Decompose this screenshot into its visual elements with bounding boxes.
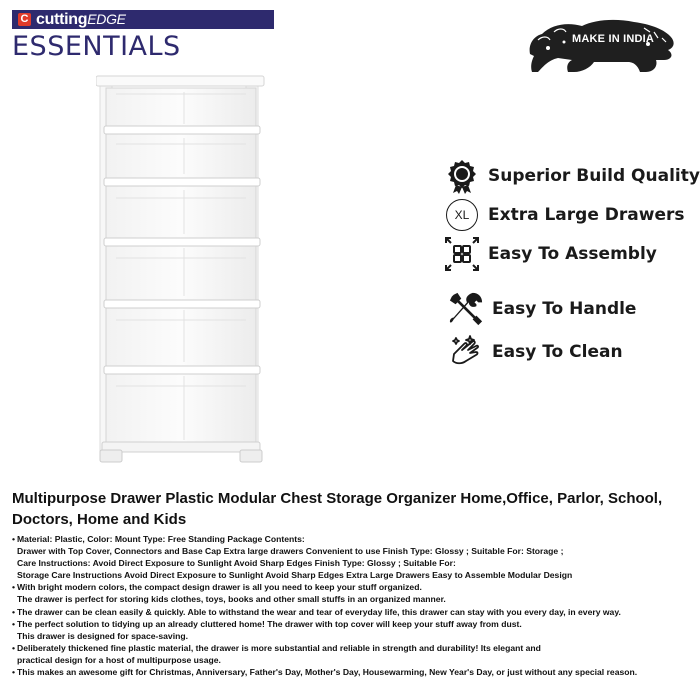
product-title: Multipurpose Drawer Plastic Modular Chest Storage Organizer Home,Office, Parlor, School, Doctors, Home and Kids <box>12 490 663 528</box>
tools-icon <box>448 291 484 327</box>
description-line: This drawer is designed for space-saving. <box>17 630 188 641</box>
description-line: • This makes an awesome gift for Christmas, Anniversary, Father's Day, Mother's Day, Housewarming, New Year's Day, or just without any special reason. <box>12 667 638 678</box>
feature-label: Superior Build Quality <box>488 166 700 186</box>
xl-icon-text: XL <box>446 199 478 231</box>
drawer-product-image <box>96 74 266 466</box>
brand-name-part1: cutting <box>36 11 88 28</box>
feature-label: Extra Large Drawers <box>488 205 685 225</box>
description-line: • Material: Plastic, Color: Mount Type: Free Standing Package Contents: <box>12 534 305 544</box>
description-line: • The perfect solution to tidying up an already cluttered home! The drawer with top cover will keep your stuff away from dust. <box>12 618 522 629</box>
clean-hand-icon <box>448 334 484 370</box>
feature-handle <box>448 291 636 327</box>
product-description <box>12 533 700 678</box>
description-line: Storage Care Instructions Avoid Direct Exposure to Sunlight Avoid Sharp Edges Extra Large Drawers Easy to Assemble Modular Design <box>17 570 573 581</box>
description-line: The drawer is perfect for storing kids clothes, toys, books and other small stuffs in an organized manner. <box>17 594 446 605</box>
brand-mark-icon: C <box>18 13 31 26</box>
description-line: Drawer with Top Cover, Connectors and Base Cap Extra large drawers Convenient to use Finish Type: Glossy ; Suitable For: Storage ; <box>17 546 564 557</box>
brand-name-part2: EDGE <box>87 11 126 27</box>
feature-assembly <box>444 236 657 272</box>
feature-label: Easy To Handle <box>492 299 637 319</box>
medal-icon <box>444 158 480 194</box>
assembly-icon <box>444 236 480 272</box>
feature-extra-large <box>444 197 685 233</box>
lion-icon <box>524 14 680 78</box>
feature-label: Easy To Assembly <box>488 244 657 264</box>
feature-label: Easy To Clean <box>492 342 623 362</box>
make-in-india-badge: MAKE IN INDIA <box>572 33 655 45</box>
description-line: practical design for a host of multipurpose usage. <box>17 654 221 665</box>
description-line: • With bright modern colors, the compact design drawer is all you need to keep your stuff organized. <box>12 582 422 593</box>
brand-name <box>36 10 126 29</box>
xl-icon <box>444 197 480 233</box>
brand-tagline: ESSENTIALS <box>12 31 181 62</box>
description-line: • The drawer can be clean easily & quickly. Able to withstand the wear and tear of everyday life, this drawer can stay with you every day, in every way. <box>12 606 621 617</box>
description-line: • Deliberately thickened fine plastic material, the drawer is more substantial and reliable in strength and durability! Its elegant and <box>12 642 541 653</box>
feature-build-quality <box>444 158 700 194</box>
feature-clean <box>448 334 623 370</box>
brand-logo <box>10 10 272 62</box>
description-line: Care Instructions: Avoid Direct Exposure to Sunlight Avoid Sharp Edges Finish Type: Glossy ; Suitable For: <box>17 558 456 569</box>
